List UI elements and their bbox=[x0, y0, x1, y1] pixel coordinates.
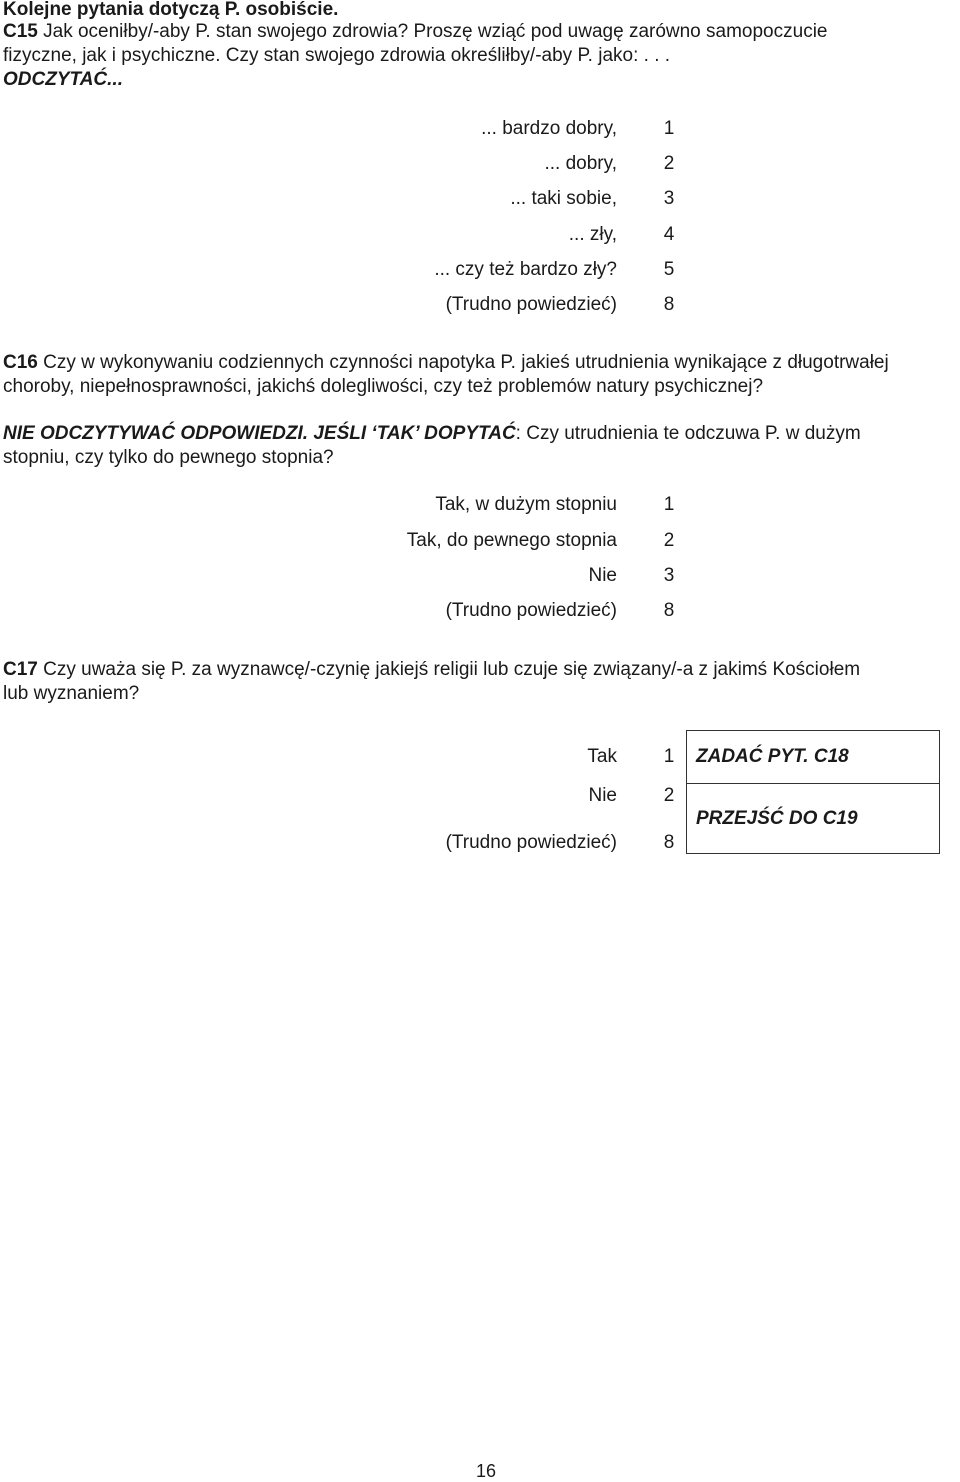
answer-code: 2 bbox=[663, 785, 675, 806]
answer-code: 8 bbox=[663, 600, 675, 621]
answer-code: 1 bbox=[663, 494, 675, 515]
question-text: Jak oceniłby/-aby P. stan swojego zdrowia? Proszę wziąć pod uwagę zarówno samopoczucie bbox=[37, 21, 828, 42]
page-number: 16 bbox=[475, 1461, 497, 1481]
answer-label: (Trudno powiedzieć) bbox=[445, 600, 617, 621]
question-number: C16 bbox=[3, 352, 38, 373]
answer-label: Nie bbox=[588, 785, 617, 806]
answer-code: 8 bbox=[663, 832, 675, 853]
routing-divider bbox=[687, 783, 939, 784]
answer-label: ... bardzo dobry, bbox=[481, 118, 617, 139]
answer-code: 4 bbox=[663, 224, 675, 245]
routing-skip-instruction: PRZEJŚĆ DO C19 bbox=[696, 808, 858, 829]
answer-label: Nie bbox=[588, 565, 617, 586]
probe-question: : Czy utrudnienia te odczuwa P. w dużym bbox=[515, 423, 861, 444]
question-text: Czy uważa się P. za wyznawcę/-czynię jakiejś religii lub czuje się związany/-a z jakimś Kościołem bbox=[37, 659, 861, 680]
question-c16-continuation: choroby, niepełnosprawności, jakichś dolegliwości, czy też problemów natury psychicznej? bbox=[3, 376, 764, 397]
answer-label: ... czy też bardzo zły? bbox=[434, 259, 617, 280]
answer-label: Tak bbox=[587, 746, 617, 767]
answer-label: ... zły, bbox=[568, 224, 617, 245]
routing-table bbox=[686, 730, 940, 854]
answer-code: 5 bbox=[663, 259, 675, 280]
answer-label: (Trudno powiedzieć) bbox=[445, 832, 617, 853]
question-number: C15 bbox=[3, 21, 38, 42]
question-c17 bbox=[3, 659, 860, 681]
answer-label: ... dobry, bbox=[544, 153, 617, 174]
routing-ask-instruction: ZADAĆ PYT. C18 bbox=[696, 746, 849, 767]
answer-code: 2 bbox=[663, 530, 675, 551]
answer-code: 3 bbox=[663, 188, 675, 209]
question-c15 bbox=[3, 21, 827, 43]
probe-question-continuation: stopniu, czy tylko do pewnego stopnia? bbox=[3, 447, 334, 468]
answer-label: Tak, do pewnego stopnia bbox=[406, 530, 617, 551]
answer-code: 1 bbox=[663, 746, 675, 767]
answer-label: ... taki sobie, bbox=[510, 188, 617, 209]
question-number: C17 bbox=[3, 659, 38, 680]
question-c17-continuation: lub wyznaniem? bbox=[3, 683, 140, 704]
question-text: Czy w wykonywaniu codziennych czynności napotyka P. jakieś utrudnienia wynikające z długotrwałej bbox=[37, 352, 889, 373]
answer-code: 1 bbox=[663, 118, 675, 139]
answer-label: (Trudno powiedzieć) bbox=[445, 294, 617, 315]
interviewer-instruction: NIE ODCZYTYWAĆ ODPOWIEDZI. JEŚLI ‘TAK’ DOPYTAĆ bbox=[3, 423, 516, 444]
question-c16 bbox=[3, 352, 889, 374]
intro-heading: Kolejne pytania dotyczą P. osobiście. bbox=[3, 0, 339, 20]
answer-code: 8 bbox=[663, 294, 675, 315]
answer-code: 2 bbox=[663, 153, 675, 174]
interviewer-instruction-line bbox=[3, 423, 861, 445]
question-c15-continuation: fizyczne, jak i psychiczne. Czy stan swojego zdrowia określiłby/-aby P. jako: . . . bbox=[3, 45, 671, 66]
answer-code: 3 bbox=[663, 565, 675, 586]
interviewer-instruction: ODCZYTAĆ... bbox=[3, 69, 123, 90]
answer-label: Tak, w dużym stopniu bbox=[435, 494, 617, 515]
